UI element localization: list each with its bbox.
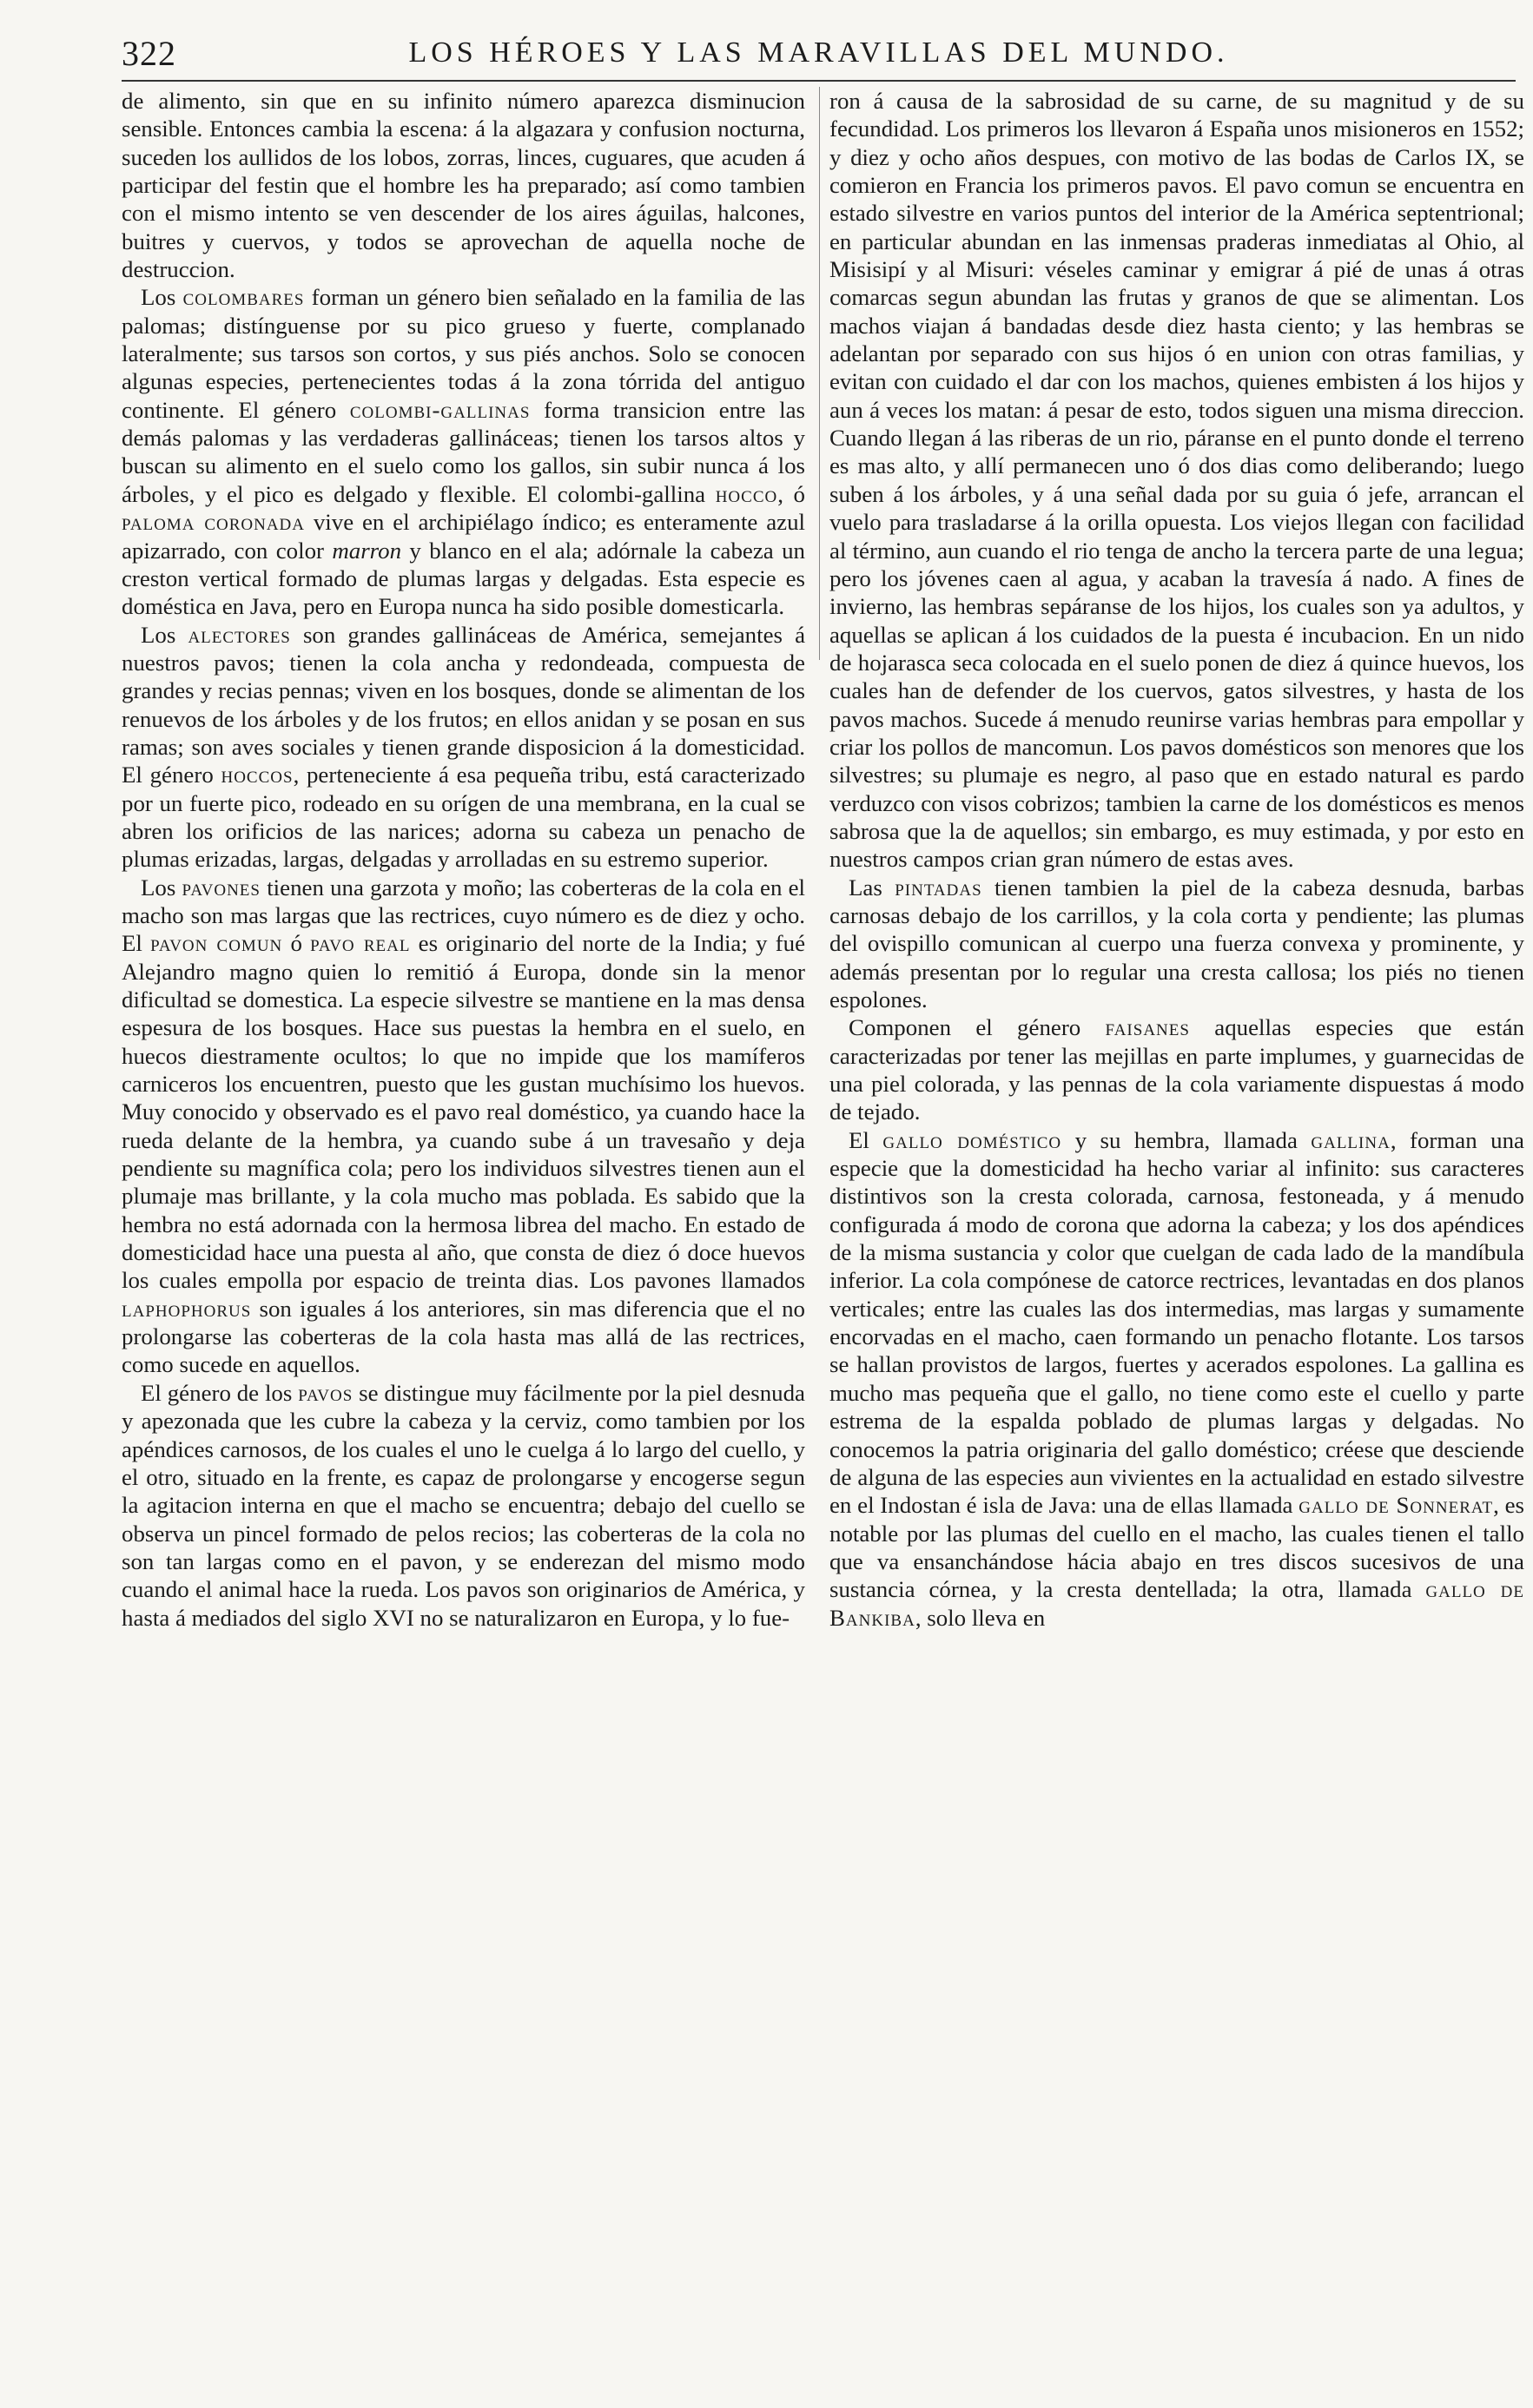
text-run: vive en el archipiélago índico; es enteramente azul apizarrado, con color — [122, 509, 805, 564]
text-run: , perteneciente á esa pequeña tribu, está caracterizado por un fuerte pico, rodeado en su orígen de una membrana, en la cual se abren los orificios de las narices; adorna su cabeza un penacho de plumas erizadas, largas, delgadas y arrolladas en su estremo superior. — [122, 762, 805, 873]
small-caps-term: alectores — [188, 621, 291, 648]
text-run: de alimento, sin que en su infinito número aparezca disminucion sensible. Entonces cambia la escena: á la algazara y confusion nocturna, suceden los aullidos de los lobos, zorras, linces, cuguares, que acuden á participar del festin que el hombre les ha preparado; así como tambien con el mismo intento se ven descender de los aires águilas, halcones, buitres y cuervos, y todos se aprovechan de aquella noche de destruccion. — [122, 88, 805, 283]
small-caps-term: hocco — [715, 480, 778, 507]
right-column — [829, 87, 1524, 2397]
text-run: tienen tambien la piel de la cabeza desnuda, barbas carnosas debajo de los carrillos, y la cola corta y pendiente; las plumas del ovispillo comunican al cuerpo una fuerza convexa y prominente, y además presentan por lo regular una cresta callosa; los piés no tienen espolones. — [829, 874, 1524, 1013]
small-caps-term: gallina — [1311, 1126, 1391, 1153]
small-caps-term: colombi-gallinas — [349, 396, 531, 423]
text-run: tienen una garzota y moño; las coberteras de la cola en el macho son mas largas que las rectrices, cuyo número es de diez y ocho. El — [122, 874, 805, 957]
small-caps-term: colombares — [182, 284, 305, 311]
paragraph — [122, 87, 805, 283]
text-run: Las — [849, 874, 895, 901]
small-caps-term: pavo real — [310, 930, 411, 957]
text-run: y blanco en el ala; adórnale la cabeza un creston vertical formado de plumas largas y delgadas. Esta especie es doméstica en Java, pero en Europa nunca ha sido posible domesticarla. — [122, 537, 805, 620]
text-run: son iguales á los anteriores, sin mas diferencia que el no prolongarse las coberteras de la cola hasta mas allá de las rectrices, como sucede en aquellos. — [122, 1295, 805, 1378]
small-caps-term: gallo de Sonnerat — [1298, 1492, 1494, 1519]
small-caps-term: laphophorus — [122, 1295, 252, 1322]
small-caps-term: gallo doméstico — [882, 1126, 1062, 1153]
column-divider — [819, 87, 820, 660]
text-run: se distingue muy fácilmente por la piel desnuda y apezonada que les cubre la cabeza y la cerviz, como tambien por los apéndices carnosos, de los cuales el uno le cuelga á lo largo del cuello, y el otro, situado en la frente, es capaz de prolongarse y encogerse segun la agitacion interna en que el macho se encuentra; debajo del cuello se observa un pincel formado de pelos recios; las coberteras de la cola no son tan largas como en el pavon, y se enderezan del mismo modo cuando el animal hace la rueda. Los pavos son originarios de América, y hasta á mediados del siglo XVI no se naturalizaron en Europa, y lo fue- — [122, 1379, 805, 1631]
small-caps-term: faisanes — [1105, 1014, 1190, 1041]
small-caps-term: hoccos — [221, 762, 294, 788]
page-number: 322 — [122, 34, 176, 73]
text-run: , forman una especie que la domesticidad ha hecho variar al infinito: sus caracteres distintivos son la cresta colorada, carnosa, festoneada, y á menudo configurada á modo de corona que adorna la cabeza; y los dos apéndices de la misma sustancia y color que cuelgan de cada lado de la mandíbula inferior. La cola compónese de catorce rectrices, levantadas en dos planos verticales; entre las cuales las dos intermedias, mas largas y sumamente encorvadas en el macho, caen formando un penacho flotante. Los tarsos se hallan provistos de largos, fuertes y acerados espolones. La gallina es mucho mas pequeña que el gallo, no tiene como este el cuello y parte estrema de la espalda poblado de plumas largas y delgadas. No conocemos la patria originaria del gallo doméstico; créese que desciende de alguna de las especies aun vivientes en la actualidad en estado silvestre en el Indostan é isla de Java: una de ellas llamada — [829, 1126, 1524, 1519]
small-caps-term: gallo de Bankiba — [829, 1576, 1524, 1631]
page-header — [122, 24, 1516, 80]
small-caps-term: pavos — [298, 1379, 354, 1406]
text-run: ron á causa de la sabrosidad de su carne, de su magnitud y de su fecundidad. Los primeros los llevaron á España unos misioneros en 1552; y diez y ocho años despues, con motivo de las bodas de Carlos IX, se comieron en Francia los primeros pavos. El pavo comun se encuentra en estado silvestre en varios puntos del interior de la América septentrional; en particular abundan en las inmensas praderas inmediatas al Ohio, al Misisipí y al Misuri: véseles caminar y emigrar á pié de unas á otras comarcas segun abundan las frutas y granos de que se alimentan. Los machos viajan á bandadas desde diez hasta ciento; y las hembras se adelantan por separado con sus hijos ó en union con otras familias, y evitan con cuidado el dar con los machos, quienes embisten á los hijos y aun á veces los matan: á pesar de esto, todos siguen una misma direccion. Cuando llegan á las riberas de un rio, páranse en el punto donde el terreno es mas alto, y allí permanecen uno ó dos dias como deliberando; luego suben á los árboles, y á una señal dada por su guia ó jefe, arrancan el vuelo para trasladarse á la orilla opuesta. Los viejos llegan con facilidad al término, aun cuando el rio tenga de ancho la tercera parte de una legua; pero los jóvenes caen al agua, y acaban la travesía á nado. A fines de invierno, las hembras sepáranse de los hijos, los cuales son ya adultos, y aquellas se aplican á los cuidados de la puesta é incubacion. En un nido de hojarasca seca colocada en el suelo ponen de diez á quince huevos, los cuales han de defender de los cuervos, gatos silvestres, y hasta de los pavos machos. Sucede á menudo reunirse varias hembras para empollar y criar los pollos de mancomun. Los pavos domésticos son menores que los silvestres; su plumaje es negro, al paso que en estado natural es pardo verduzco con visos cobrizos; tambien la carne de los domésticos es menos sabrosa que la de aquellos; sin embargo, es muy estimada, y por esto en nuestros campos crian gran número de estas aves. — [829, 88, 1524, 873]
small-caps-term: pintadas — [895, 874, 982, 901]
text-run: , es notable por las plumas del cuello en el macho, las cuales tienen el tallo que va ensanchándose hácia abajo en tres discos sucesivos de una sustancia córnea, y la cresta dentellada; la otra, llamada — [829, 1492, 1524, 1603]
paragraph — [122, 874, 805, 1379]
italic-term: marron — [332, 537, 402, 564]
text-run: ó — [282, 930, 311, 957]
text-run: , solo lleva en — [915, 1604, 1046, 1631]
text-run: forma transicion entre las demás palomas y las verdaderas gallináceas; tienen los tarsos altos y buscan su alimento en el suelo como los gallos, sin subir nunca á los árboles, y el pico es delgado y flexible. El colombi-gallina — [122, 396, 805, 507]
paragraph — [829, 87, 1524, 874]
paragraph — [829, 1126, 1524, 1632]
paragraph — [122, 283, 805, 620]
running-head: LOS HÉROES Y LAS MARAVILLAS DEL MUNDO. — [408, 36, 1229, 69]
text-run: El género de los — [141, 1379, 299, 1406]
header-rule — [122, 80, 1516, 82]
text-run: Los — [141, 284, 183, 311]
paragraph — [829, 1013, 1524, 1125]
text-run: El — [849, 1126, 883, 1153]
small-caps-term: pavones — [182, 874, 261, 901]
text-run: Componen el género — [849, 1014, 1106, 1041]
text-run: son grandes gallináceas de América, semejantes á nuestros pavos; tienen la cola ancha y redondeada, compuesta de grandes y recias pennas; viven en los bosques, donde se alimentan de los renuevos de los árboles y de los frutos; en ellos anidan y se posan en sus ramas; son aves sociales y tienen grande disposicion á la domesticidad. El género — [122, 621, 805, 788]
text-run: Los — [141, 874, 182, 901]
small-caps-term: pavon comun — [150, 930, 283, 957]
paragraph — [829, 874, 1524, 1014]
text-run: forman un género bien señalado en la familia de las palomas; distínguense por su pico grueso y fuerte, complanado lateralmente; sus tarsos son cortos, y sus piés anchos. Solo se conocen algunas especies, pertenecientes todas á la zona tórrida del antiguo continente. El género — [122, 284, 805, 423]
text-run: , ó — [777, 480, 805, 507]
paragraph — [122, 621, 805, 874]
text-run: Los — [141, 621, 188, 648]
text-run: y su hembra, llamada — [1061, 1126, 1312, 1153]
small-caps-term: paloma coronada — [122, 509, 306, 536]
text-run: aquellas especies que están caracterizadas por tener las mejillas en parte implumes, y guarnecidas de una piel colorada, y las pennas de la cola variamente dispuestas á modo de tejado. — [829, 1014, 1524, 1125]
paragraph — [122, 1379, 805, 1632]
text-run: es originario del norte de la India; y fué Alejandro magno quien lo remitió á Europa, donde sin la menor dificultad se domestica. La especie silvestre se mantiene en la mas densa espesura de los bosques. Hace sus puestas la hembra en el suelo, en huecos diestramente ocultos; lo que no impide que los mamíferos carniceros los encuentren, puesto que les gustan muchísimo los huevos. Muy conocido y observado es el pavo real doméstico, ya cuando hace la rueda delante de la hembra, ya cuando sube á un travesaño y deja pendiente su magnífica cola; pero los individuos silvestres tienen aun el plumaje mas brillante, y la cola mucho mas poblada. Es sabido que la hembra no está adornada con la hermosa librea del macho. En estado de domesticidad hace una puesta al año, que consta de diez ó doce huevos los cuales empolla por espacio de treinta dias. Los pavones llamados — [122, 930, 805, 1294]
left-column — [122, 87, 805, 2397]
